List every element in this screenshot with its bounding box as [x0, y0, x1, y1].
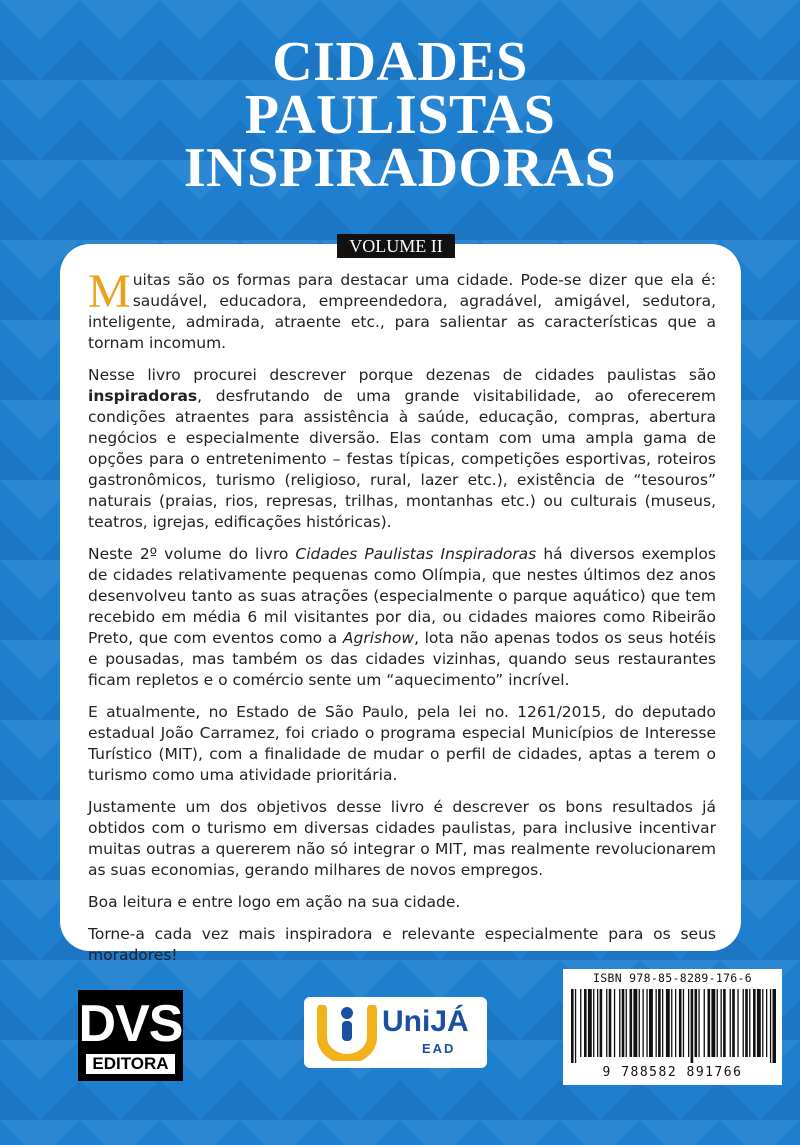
barcode-bar	[571, 989, 574, 1063]
paragraph-3-text-a: Neste 2º volume do livro	[88, 545, 296, 563]
barcode-bar	[773, 989, 777, 1063]
barcode-bar	[770, 989, 771, 1063]
barcode-bar	[688, 989, 689, 1057]
barcode-bar	[622, 989, 625, 1057]
isbn-digits: 9 788582 891766	[602, 1065, 743, 1080]
barcode-bar	[658, 989, 661, 1057]
unija-name: UniJÁ	[382, 1005, 469, 1038]
barcode-bar	[588, 989, 592, 1057]
paragraph-3-book-title: Cidades Paulistas Inspiradoras	[295, 545, 537, 563]
barcode-bar	[609, 989, 612, 1057]
barcode-bar	[575, 989, 576, 1063]
barcode-bar	[691, 989, 694, 1063]
barcode-bar	[675, 989, 676, 1057]
dvs-logo-text: DVS	[78, 995, 183, 1053]
barcode-bar	[606, 989, 607, 1057]
paragraph-4: E atualmente, no Estado de São Paulo, pela lei no. 1261/2015, do deputado estadual João Carramez, foi criado o programa especial Municípios de Interesse Turístico (MIT), com a finalidade de mudar o perfil de cidades, aptas a terem o turismo como uma atividade prioritária.	[88, 703, 716, 784]
barcode-bar	[745, 989, 748, 1057]
volume-label: VOLUME II	[337, 234, 455, 258]
paragraph-3-text-b: há diversos exemplos de cidades relativamente pequenas como Olímpia, que nestes últimos dez anos desenvolveu tanto as suas atrações (especialmente o parque aquático) que tem recebido em média 6 mil visitantes por dia, ou cidades maiores como Ribeirão Preto, que com eventos como a	[88, 545, 716, 647]
paragraph-2-text-b: , desfrutando de uma grande visitabilidade, ao oferecerem condições atraentes para assistência à saúde, educação, compras, abertura negócios e especialmente diversão. Elas contam com uma ampla gama de opções para o entretenimento – festas típicas, competições esportivas, roteiros gastronômicos, turismo (religioso, rural, lazer etc.), existência de “tesouros” naturais (praias, rios, represas, trilhas, montanhas etc.) ou culturais (museus, teatros, igrejas, edificações históricas).	[88, 387, 716, 531]
barcode-bar	[757, 989, 761, 1057]
barcode-bar	[600, 989, 603, 1057]
barcode-bar	[580, 989, 581, 1057]
barcode-bar	[704, 989, 705, 1057]
barcode-bar	[643, 989, 644, 1057]
barcode-bar	[614, 989, 615, 1057]
back-cover-text	[88, 265, 717, 977]
barcode-bar	[732, 989, 735, 1057]
barcode-bar	[679, 989, 682, 1057]
title-line-2: PAULISTAS	[244, 84, 556, 146]
barcode-bar	[708, 989, 711, 1057]
barcode-bar	[633, 989, 637, 1057]
barcode-bar	[584, 989, 587, 1057]
paragraph-3-text-c: , lota não apenas todos os seus hotéis e pousadas, mas também os das cidades vizinhas, quando seus restaurantes ficam repletos e o comércio sente um “aquecimento” incrível.	[88, 629, 717, 689]
barcode-bar	[766, 989, 767, 1057]
unija-ead-logo	[304, 997, 487, 1068]
drop-cap: M	[88, 265, 131, 318]
barcode-bar	[721, 989, 722, 1057]
book-title	[0, 31, 800, 199]
barcode-bar	[683, 989, 684, 1057]
barcode-bar	[593, 989, 594, 1057]
barcode-bar	[698, 989, 699, 1057]
paragraph-1	[88, 265, 716, 354]
isbn-barcode	[563, 969, 782, 1085]
paragraph-3-event-name: Agrishow	[342, 629, 415, 647]
barcode-bar	[597, 989, 598, 1057]
title-line-1: CIDADES	[272, 31, 528, 93]
barcode-bar	[666, 989, 670, 1057]
title-line-3: INSPIRADORAS	[183, 137, 617, 199]
barcode-bar	[737, 989, 738, 1057]
isbn-label: ISBN 978-85-8289-176-6	[593, 971, 752, 985]
barcode-bar	[639, 989, 640, 1057]
barcode-bar	[646, 989, 647, 1057]
barcode-bar	[630, 989, 633, 1057]
barcode-bar	[723, 989, 726, 1057]
paragraph-1-text: uitas são os formas para destacar uma cidade. Pode-se dizer que ela é: saudável, educadora, empreendedora, agradável, amigável, sedutora, inteligente, admirada, atraente etc., para salientar as características que a tornam incomum.	[88, 271, 716, 352]
barcode-bar	[711, 989, 715, 1057]
paragraph-5: Justamente um dos objetivos desse livro é descrever os bons resultados já obtidos com o turismo em diversas cidades paulistas, para inclusive incentivar muitas outras a quererem não só integrar o MIT, mas realmente revolucionarem as suas economias, gerando milhares de novos empregos.	[88, 798, 716, 879]
unija-u-icon	[316, 1005, 378, 1061]
barcode-bar	[619, 989, 620, 1057]
barcode-bar	[671, 989, 672, 1057]
barcode-bar	[626, 989, 627, 1057]
paragraph-6: Boa leitura e entre logo em ação na sua cidade.	[88, 893, 461, 911]
paragraph-2-text-a: Nesse livro procurei descrever porque dezenas de cidades paulistas são	[88, 366, 716, 384]
barcode-bar	[662, 989, 663, 1057]
barcode-bars	[569, 989, 776, 1063]
editora-logo-text: EDITORA	[86, 1054, 175, 1074]
barcode-bar	[649, 989, 653, 1057]
barcode-bar	[753, 989, 756, 1057]
dvs-editora-logo	[78, 990, 183, 1081]
paragraph-2-bold: inspiradoras	[88, 387, 198, 405]
barcode-bar	[717, 989, 718, 1057]
paragraph-2	[88, 365, 716, 533]
barcode-bar	[656, 989, 657, 1057]
unija-ead: EAD	[422, 1041, 456, 1056]
barcode-bar	[730, 989, 731, 1057]
barcode-bar	[749, 989, 750, 1057]
barcode-bar	[743, 989, 744, 1057]
barcode-bar	[695, 989, 698, 1057]
paragraph-7: Torne-a cada vez mais inspiradora e relevante especialmente para os seus moradores!	[88, 925, 716, 964]
barcode-bar	[762, 989, 763, 1057]
paragraph-3	[88, 544, 716, 691]
